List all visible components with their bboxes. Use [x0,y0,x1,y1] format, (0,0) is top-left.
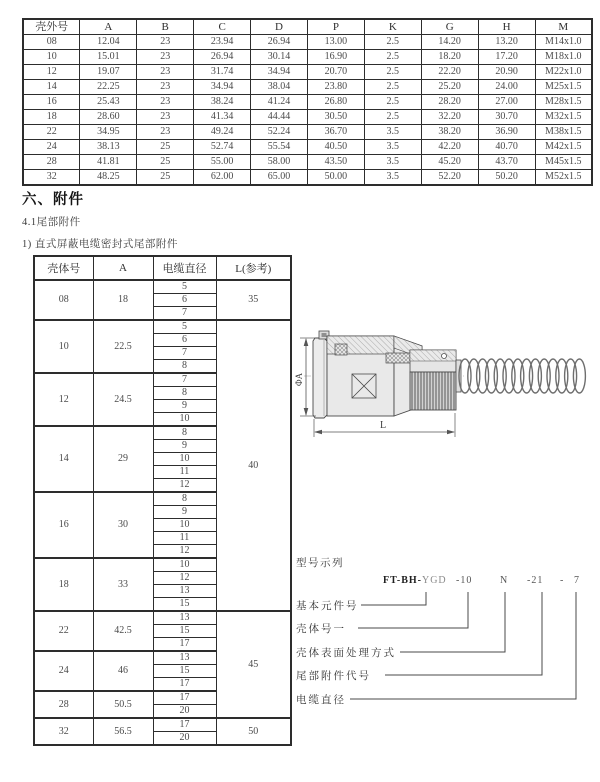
table-cell: 34.95 [80,125,137,140]
column-header: K [364,19,421,35]
label-basic-part: 基本元件号 [296,601,359,612]
table-cell: M14x1.0 [535,35,592,50]
column-header: A [80,19,137,35]
cable-diameter-cell: 17 [153,678,216,692]
table-cell: 43.70 [478,155,535,170]
seal-ring [335,344,347,355]
cable-diameter-cell: 11 [153,532,216,545]
table-header-row [23,19,592,35]
table-cell: M52x1.5 [535,170,592,186]
label-shell-number: 壳体号一 [296,624,346,635]
cable-diameter-cell: 20 [153,732,216,746]
table-cell: 26.94 [251,35,308,50]
column-header: H [478,19,535,35]
table-cell: 32 [23,170,80,186]
model-code [383,575,447,586]
table-cell: 40.70 [478,140,535,155]
table-cell: 13.00 [307,35,364,50]
table-row [23,65,592,80]
column-header: C [194,19,251,35]
table-cell: 38.20 [421,125,478,140]
table-cell: 22.20 [421,65,478,80]
l-reference-cell: 45 [216,611,291,718]
column-header: A [93,256,153,280]
cable-diameter-cell: 12 [153,545,216,559]
designation-title: 型号示列 [296,558,344,569]
shell-number-cell: 18 [34,558,93,611]
table-row [23,95,592,110]
model-code-prefix: FT-BH- [383,575,422,586]
table-cell: 23 [137,95,194,110]
cable-diameter-cell: 15 [153,598,216,612]
table-cell: 2.5 [364,95,421,110]
cable-diameter-cell: 7 [153,347,216,360]
dim-a-label: ΦA [294,372,304,386]
table-cell: M32x1.5 [535,110,592,125]
table-cell: 49.24 [194,125,251,140]
model-code-tail: -21 [527,575,544,586]
table-cell: 36.70 [307,125,364,140]
table-cell: 55.54 [251,140,308,155]
table-cell: 20.90 [478,65,535,80]
model-code-finish: N [500,575,509,586]
cable-diameter-cell: 8 [153,492,216,506]
a-dimension-cell: 50.5 [93,691,153,718]
cable-diameter-cell: 8 [153,426,216,440]
table-cell: 42.20 [421,140,478,155]
table-cell: 25.43 [80,95,137,110]
table-row [23,140,592,155]
table-row [23,125,592,140]
table-cell: 23 [137,125,194,140]
cable-diameter-cell: 10 [153,558,216,572]
table-cell: 31.74 [194,65,251,80]
cable-diameter-cell: 20 [153,705,216,719]
a-dimension-cell: 33 [93,558,153,611]
table-cell: 52.74 [194,140,251,155]
label-cable-diameter: 电缆直径 [296,695,346,706]
cable-diameter-cell: 6 [153,294,216,307]
table-cell: 23.80 [307,80,364,95]
table-row [23,110,592,125]
column-header: P [307,19,364,35]
table-cell: 50.00 [307,170,364,186]
table-row [23,170,592,186]
table-cell: 27.00 [478,95,535,110]
table-cell: 2.5 [364,50,421,65]
table-cell: 28.20 [421,95,478,110]
cable-diameter-cell: 13 [153,651,216,665]
cable-diameter-cell: 13 [153,585,216,598]
model-code-base: YGD [421,575,447,586]
table-row [23,50,592,65]
table-cell: 2.5 [364,65,421,80]
table-cell: 26.94 [194,50,251,65]
table-cell: 24.00 [478,80,535,95]
cable-diameter-cell: 7 [153,307,216,321]
table-cell: 30.50 [307,110,364,125]
dim-l-arrow-right [447,430,455,435]
table-cell: 20.70 [307,65,364,80]
table-cell: 28 [23,155,80,170]
cable-diameter-cell: 10 [153,413,216,427]
table-cell: 58.00 [251,155,308,170]
label-tail-code: 尾部附件代号 [296,671,371,682]
table-cell: 36.90 [478,125,535,140]
spring-coil [459,359,585,393]
shell-number-cell: 28 [34,691,93,718]
cable-diameter-cell: 9 [153,440,216,453]
cable-diameter-cell: 11 [153,466,216,479]
column-header: 壳外号 [23,19,80,35]
table-cell: 30.70 [478,110,535,125]
table-cell: M25x1.5 [535,80,592,95]
dim-a-arrow-bottom [304,408,309,416]
subsection-title: 4.1尾部附件 [22,217,81,228]
cable-diameter-cell: 5 [153,280,216,294]
table-cell: 22.25 [80,80,137,95]
table-cell: 2.5 [364,110,421,125]
table-cell: 43.50 [307,155,364,170]
table-cell: 14 [23,80,80,95]
table-cell: 23 [137,50,194,65]
label-surface-finish: 壳体表面处理方式 [296,648,396,659]
table-row [23,155,592,170]
coupling-ring [313,338,327,418]
cable-diameter-cell: 17 [153,691,216,705]
a-dimension-cell: 56.5 [93,718,153,745]
cable-diameter-cell: 12 [153,479,216,493]
cable-diameter-cell: 12 [153,572,216,585]
model-code-cable: 7 [574,575,580,586]
table-cell: M38x1.5 [535,125,592,140]
section-title: 六、附件 [22,192,84,208]
table-cell: 12.04 [80,35,137,50]
table-cell: 25.20 [421,80,478,95]
table-cell: 23 [137,65,194,80]
table-row [34,280,291,294]
table-cell: 28.60 [80,110,137,125]
column-header: B [137,19,194,35]
a-dimension-cell: 24.5 [93,373,153,426]
shell-dimensions-table [22,18,593,186]
table-cell: 16 [23,95,80,110]
table-cell: 17.20 [478,50,535,65]
tail-accessory-table [33,255,292,746]
leader-shell-number [358,592,468,628]
table-row [34,320,291,334]
dim-l-arrow-left [314,430,322,435]
table-cell: 23.94 [194,35,251,50]
table-cell: 24 [23,140,80,155]
table-cell: 45.20 [421,155,478,170]
shell-number-cell: 22 [34,611,93,651]
table-cell: 10 [23,50,80,65]
table-cell: 14.20 [421,35,478,50]
a-dimension-cell: 22.5 [93,320,153,373]
table-cell: M28x1.5 [535,95,592,110]
table-cell: 52.24 [251,125,308,140]
table-cell: 16.90 [307,50,364,65]
shell-number-cell: 14 [34,426,93,492]
spring-loop [573,359,585,393]
table-cell: 25 [137,155,194,170]
table-cell: M45x1.5 [535,155,592,170]
table-cell: 65.00 [251,170,308,186]
model-code-shell: -10 [456,575,473,586]
table-cell: 23 [137,35,194,50]
l-reference-cell: 50 [216,718,291,745]
shell-number-cell: 16 [34,492,93,558]
shell-number-cell: 24 [34,651,93,691]
table-cell: 48.25 [80,170,137,186]
cable-diameter-cell: 5 [153,320,216,334]
vent-screw-slot [322,333,327,337]
table-cell: 15.01 [80,50,137,65]
column-header: M [535,19,592,35]
table-cell: 52.20 [421,170,478,186]
table-cell: 34.94 [251,65,308,80]
table-cell: 2.5 [364,35,421,50]
leader-surface-finish [400,592,505,652]
a-dimension-cell: 30 [93,492,153,558]
table-cell: 3.5 [364,170,421,186]
a-dimension-cell: 29 [93,426,153,492]
l-reference-cell: 40 [216,320,291,611]
model-code-dash: - [560,575,565,586]
table-cell: 13.20 [478,35,535,50]
cable-diameter-cell: 8 [153,387,216,400]
dim-a-arrow-top [304,338,309,346]
table-cell: 23 [137,80,194,95]
table-cell: 3.5 [364,125,421,140]
table-cell: 34.94 [194,80,251,95]
table-cell: 30.14 [251,50,308,65]
dim-l-label: L [380,420,387,431]
cable-diameter-cell: 9 [153,506,216,519]
column-header: 壳体号 [34,256,93,280]
leader-tail-code [385,592,542,675]
shell-number-cell: 12 [34,373,93,426]
cable-diameter-cell: 13 [153,611,216,625]
knurled-nut [410,372,456,410]
table-cell: 25 [137,170,194,186]
table-cell: 18.20 [421,50,478,65]
nut-section-hatch [410,350,456,361]
a-dimension-cell: 42.5 [93,611,153,651]
table-cell: 3.5 [364,140,421,155]
shell-number-cell: 32 [34,718,93,745]
table-row [34,718,291,732]
cable-diameter-cell: 17 [153,638,216,652]
list-item-title: 1) 直式屏蔽电缆密封式尾部附件 [22,239,178,250]
shell-number-cell: 08 [34,280,93,320]
table-cell: 22 [23,125,80,140]
table-cell: M22x1.0 [535,65,592,80]
leader-basic-part [361,592,426,605]
cable-diameter-cell: 10 [153,519,216,532]
table-cell: 2.5 [364,80,421,95]
table-cell: M42x1.5 [535,140,592,155]
table-cell: 38.04 [251,80,308,95]
a-dimension-cell: 18 [93,280,153,320]
table-cell: 41.34 [194,110,251,125]
seal-o-ring [442,354,447,359]
table-row [23,80,592,95]
column-header: D [251,19,308,35]
table-cell: 26.80 [307,95,364,110]
table-cell: 38.13 [80,140,137,155]
cable-diameter-cell: 8 [153,360,216,374]
cable-diameter-cell: 15 [153,665,216,678]
table-cell: M18x1.0 [535,50,592,65]
table-cell: 25 [137,140,194,155]
table-cell: 32.20 [421,110,478,125]
table-cell: 08 [23,35,80,50]
cable-diameter-cell: 10 [153,453,216,466]
column-header: G [421,19,478,35]
l-reference-cell: 35 [216,280,291,320]
table-row [34,611,291,625]
table-cell: 19.07 [80,65,137,80]
table-cell: 23 [137,110,194,125]
cable-diameter-cell: 9 [153,400,216,413]
table-cell: 18 [23,110,80,125]
cable-diameter-cell: 7 [153,373,216,387]
cable-diameter-cell: 15 [153,625,216,638]
a-dimension-cell: 46 [93,651,153,691]
table-cell: 3.5 [364,155,421,170]
shell-number-cell: 10 [34,320,93,373]
table-row [23,35,592,50]
table-cell: 62.00 [194,170,251,186]
table-cell: 40.50 [307,140,364,155]
column-header: 电缆直径 [153,256,216,280]
table-cell: 50.20 [478,170,535,186]
cable-diameter-cell: 17 [153,718,216,732]
table-cell: 12 [23,65,80,80]
cable-diameter-cell: 6 [153,334,216,347]
table-cell: 44.44 [251,110,308,125]
table-cell: 38.24 [194,95,251,110]
table-cell: 41.24 [251,95,308,110]
table-cell: 41.81 [80,155,137,170]
connector-sectional-drawing [294,320,600,448]
column-header: L(参考) [216,256,291,280]
table-cell: 55.00 [194,155,251,170]
table-header-row [34,256,291,280]
